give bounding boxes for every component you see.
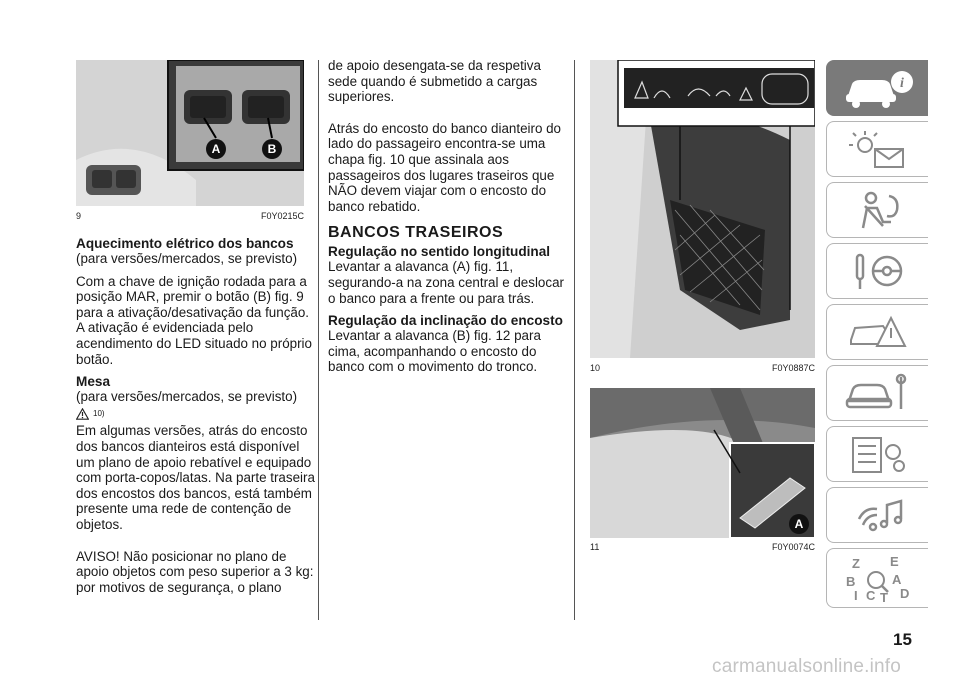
section-heading-rear-seats: BANCOS TRASEIROS	[328, 224, 504, 242]
paragraph: Em algumas versões, atrás do encosto dos bancos dianteiros está disponível um plano de apoio rebatível e equipado com porta-copos/latas. Na parte traseira dos encostos dos bancos, está também presente uma rede de contenção de objetos.	[76, 423, 315, 532]
tab-index[interactable]	[826, 548, 928, 608]
figure-number: 9	[76, 211, 82, 221]
figure-code: F0Y0887C	[771, 363, 815, 373]
index-letter: C	[865, 588, 875, 603]
heading-table: Mesa	[76, 374, 111, 390]
warning-triangle-icon	[76, 408, 89, 420]
paragraph: Com a chave de ignição rodada para a posição MAR, premir o botão (B) fig. 9 para a ativação/desativação da função. A ativação é evidenciada pelo acendimento do LED situado no próprio botão.	[76, 273, 312, 367]
svg-text:i: i	[899, 76, 904, 91]
car-info-icon	[838, 66, 918, 110]
figure-11-caption	[590, 542, 815, 552]
tab-technical-data[interactable]	[826, 426, 928, 482]
warning-reference	[76, 406, 316, 422]
callout-a: A	[794, 517, 804, 531]
alphabetical-index-icon	[838, 552, 918, 604]
watermark: carmanualsonline.info	[712, 656, 902, 677]
paragraph: de apoio desengata-se da respetiva sede quando é submetido a cargas superiores.	[328, 58, 541, 105]
figure-number: 10	[590, 363, 601, 373]
text-column-1	[76, 236, 316, 602]
page-number: 15	[893, 630, 912, 649]
index-letter: D	[899, 586, 909, 601]
paragraph: Levantar a alavanca (A) fig. 11, segurando-a na zona central e deslocar o banco para a frente ou para trás.	[328, 259, 564, 306]
paragraph: Levantar a alavanca (B) fig. 12 para cima, acompanhando o encosto do banco com o movimento do tronco.	[328, 328, 541, 375]
warning-lights-icon	[843, 127, 913, 171]
tab-starting-driving[interactable]	[826, 243, 928, 299]
figure-9-image	[76, 60, 304, 206]
heading-backrest-tilt: Regulação da inclinação do encosto	[328, 313, 563, 329]
key-steering-wheel-icon	[843, 249, 913, 293]
multimedia-icon	[843, 493, 913, 537]
paragraph: Atrás do encosto do banco dianteiro do lado do passageiro encontra-se uma chapa fig. 10 que assinala aos passageiros dos lugares traseiros que NÃO devem viajar com o encosto do banco rebatido.	[328, 120, 562, 214]
index-letter: B	[845, 574, 855, 589]
figure-10-caption	[590, 363, 815, 373]
figure-11-image	[590, 388, 815, 538]
availability-note: (para versões/mercados, se previsto)	[76, 251, 298, 266]
warning-number: 10)	[93, 408, 105, 418]
tab-maintenance[interactable]	[826, 365, 928, 421]
car-wrench-icon	[843, 371, 913, 415]
specs-gears-icon	[843, 432, 913, 476]
figure-code: F0Y0074C	[771, 542, 815, 552]
tab-dashboard[interactable]	[826, 121, 928, 177]
tab-safety[interactable]	[826, 182, 928, 238]
figure-9-caption	[76, 211, 304, 221]
callout-a: A	[211, 142, 221, 156]
tab-multimedia[interactable]	[826, 487, 928, 543]
index-letter: A	[891, 572, 901, 587]
tab-emergency[interactable]	[826, 304, 928, 360]
tab-vehicle-info[interactable]	[826, 60, 928, 116]
index-letter: Z	[851, 556, 860, 571]
text-column-2	[328, 58, 564, 382]
column-divider	[574, 60, 575, 620]
column-divider	[318, 60, 319, 620]
index-letter: E	[889, 554, 899, 569]
heading-longitudinal: Regulação no sentido longitudinal	[328, 244, 551, 260]
car-warning-icon	[843, 310, 913, 354]
airbag-seatbelt-icon	[843, 188, 913, 232]
index-letter: T	[879, 590, 888, 604]
paragraph-warning: AVISO! Não posicionar no plano de apoio objetos com peso superior a 3 kg: por motivos de segurança, o plano	[76, 548, 314, 595]
index-letter: I	[853, 588, 858, 603]
callout-b: B	[267, 142, 277, 156]
figure-10-image	[590, 60, 815, 358]
figure-code: F0Y0215C	[260, 211, 304, 221]
availability-note: (para versões/mercados, se previsto)	[76, 389, 298, 405]
figure-number: 11	[590, 542, 600, 552]
heading-heated-seats: Aquecimento elétrico dos bancos	[76, 236, 294, 251]
